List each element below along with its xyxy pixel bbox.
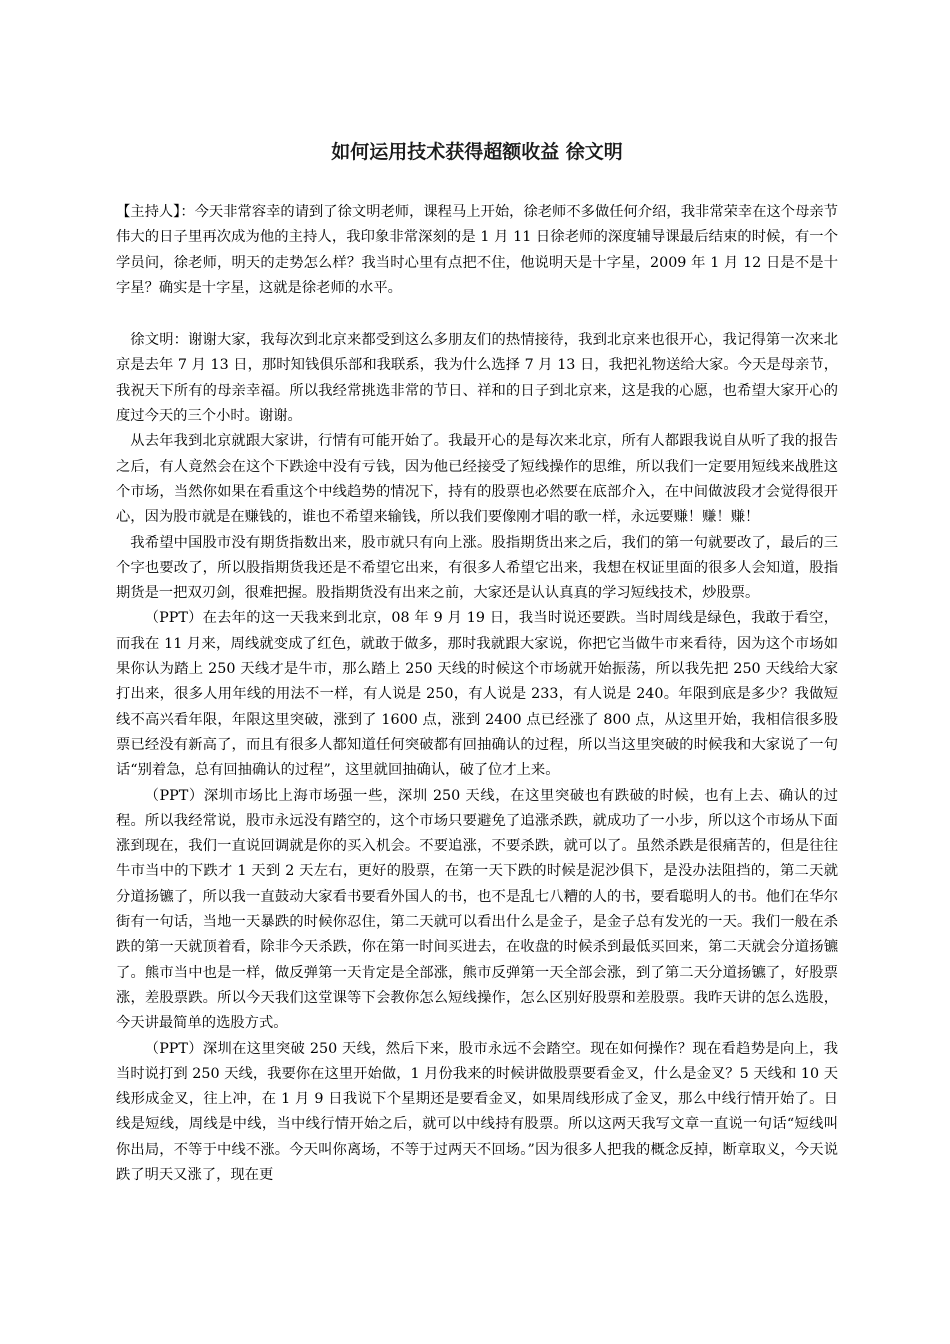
speech-paragraph: 从去年我到北京就跟大家讲，行情有可能开始了。我最开心的是每次来北京，所有人都跟我说自从听了我的报告之后，有人竟然会在这个下跌途中没有亏钱，因为他已经接受了短线操作的思维，所以我们一定要用短线来战胜这个市场，当然你如果在看重这个中线趋势的情况下，持有的股票也必然要在底部介入，在中间做波段才会觉得很开心，因为股市就是在赚钱的，谁也不希望来输钱，所以我们要像刚才唱的歌一样，永远要赚！赚！赚！ [116,433,838,526]
paragraph-spacer [116,301,838,328]
document-body [116,200,838,1188]
host-intro-paragraph: 【主持人】：今天非常容幸的请到了徐文明老师，课程马上开始，徐老师不多做任何介绍，我非常荣幸在这个母亲节伟大的日子里再次成为他的主持人，我印象非常深刻的是 1 月 11 日徐老师的深度辅导课最后结束的时候，有一个学员问，徐老师，明天的走势怎么样？我当时心里有点把不住，他说明天是十字星，2009 年 1 月 12 日是不是十字星？确实是十字星，这就是徐老师的水平。 [116,204,838,296]
ppt-paragraph: （PPT）在去年的这一天我来到北京，08 年 9 月 19 日，我当时说还要跌。当时周线是绿色，我敢于看空，而我在 11 月来，周线就变成了红色，就敢于做多，那时我就跟大家说，你把它当做牛市来看待，因为这个市场如果你认为踏上 250 天线才是牛市，那么踏上 250 天线的时候这个市场就开始振荡，所以我先把 250 天线给大家打出来，很多人用年线的用法不一样，有人说是 250，有人说是 233，有人说是 240。年限到底是多少？我做短线不高兴看年限，年限这里突破，涨到了 1600 点，涨到 2400 点已经涨了 800 点，从这里开始，我相信很多股票已经没有新高了，而且有很多人都知道任何突破都有回抽确认的过程，所以当这里突破的时候我和大家说了一句话“别着急，总有回抽确认的过程”，这里就回抽确认，破了位才上来。 [116,610,838,779]
ppt-paragraph: （PPT）深圳在这里突破 250 天线，然后下来，股市永远不会踏空。现在如何操作？现在看趋势是向上，我当时说打到 250 天线，我要你在这里开始做，1 月份我来的时候讲做股票要看金叉，什么是金叉？5 天线和 10 天线形成金叉，往上冲，在 1 月 9 日我说下个星期还是要看金叉，如果周线形成了金叉，那么中线行情开始了。日线是短线，周线是中线，当中线行情开始之后，就可以中线持有股票。所以这两天我写文章一直说一句话“短线叫你出局，不等于中线不涨。今天叫你离场，不等于过两天不回场。”因为很多人把我的概念反掉，断章取义，今天说跌了明天又涨了，现在更 [116,1040,838,1183]
speech-paragraph: 徐文明：谢谢大家，我每次到北京来都受到这么多朋友们的热情接待，我到北京来也很开心，我记得第一次来北京是去年 7 月 13 日，那时知钱俱乐部和我联系，我为什么选择 7 月 13 日，我把礼物送给大家。今天是母亲节，我祝天下所有的母亲幸福。所以我经常挑选非常的节日、祥和的日子到北京来，这是我的心愿，也希望大家开心的度过今天的三个小时。谢谢。 [116,332,838,425]
document-title: 如何运用技术获得超额收益 徐文明 [331,141,623,163]
speech-paragraph: 我希望中国股市没有期货指数出来，股市就只有向上涨。股指期货出来之后，我们的第一句就要改了，最后的三个字也要改了，所以股指期货我还是不希望它出来，有很多人希望它出来，我想在权证里面的很多人会知道，股指期货是一把双刃剑，很难把握。股指期货没有出来之前，大家还是认认真真的学习短线技术，炒股票。 [116,534,838,602]
ppt-paragraph: （PPT）深圳市场比上海市场强一些，深圳 250 天线，在这里突破也有跌破的时候，也有上去、确认的过程。所以我经常说，股市永远没有踏空的，这个市场只要避免了追涨杀跌，就成功了一小步，所以这个市场从下面涨到现在，我们一直说回调就是你的买入机会。不要追涨，不要杀跌，就可以了。虽然杀跌是很痛苦的，但是往往牛市当中的下跌才 1 天到 2 天左右，更好的股票，在第一天下跌的时候是泥沙俱下，是没办法阻挡的，第二天就分道扬镳了，所以我一直鼓动大家看书要看外国人的书，也不是乱七八糟的人的书，要看聪明人的书。他们在华尔街有一句话，当地一天暴跌的时候你忍住，第二天就可以看出什么是金子，是金子总有发光的一天。我们一般在杀跌的第一天就顶着看，除非今天杀跌，你在第一时间买进去，在收盘的时候杀到最低买回来，第二天就会分道扬镳了。熊市当中也是一样，做反弹第一天肯定是全部涨，熊市反弹第一天全部会涨，到了第二天分道扬镳了，好股票涨，差股票跌。所以今天我们这堂课等下会教你怎么短线操作，怎么区别好股票和差股票。我昨天讲的怎么选股，今天讲最简单的选股方式。 [116,787,838,1032]
